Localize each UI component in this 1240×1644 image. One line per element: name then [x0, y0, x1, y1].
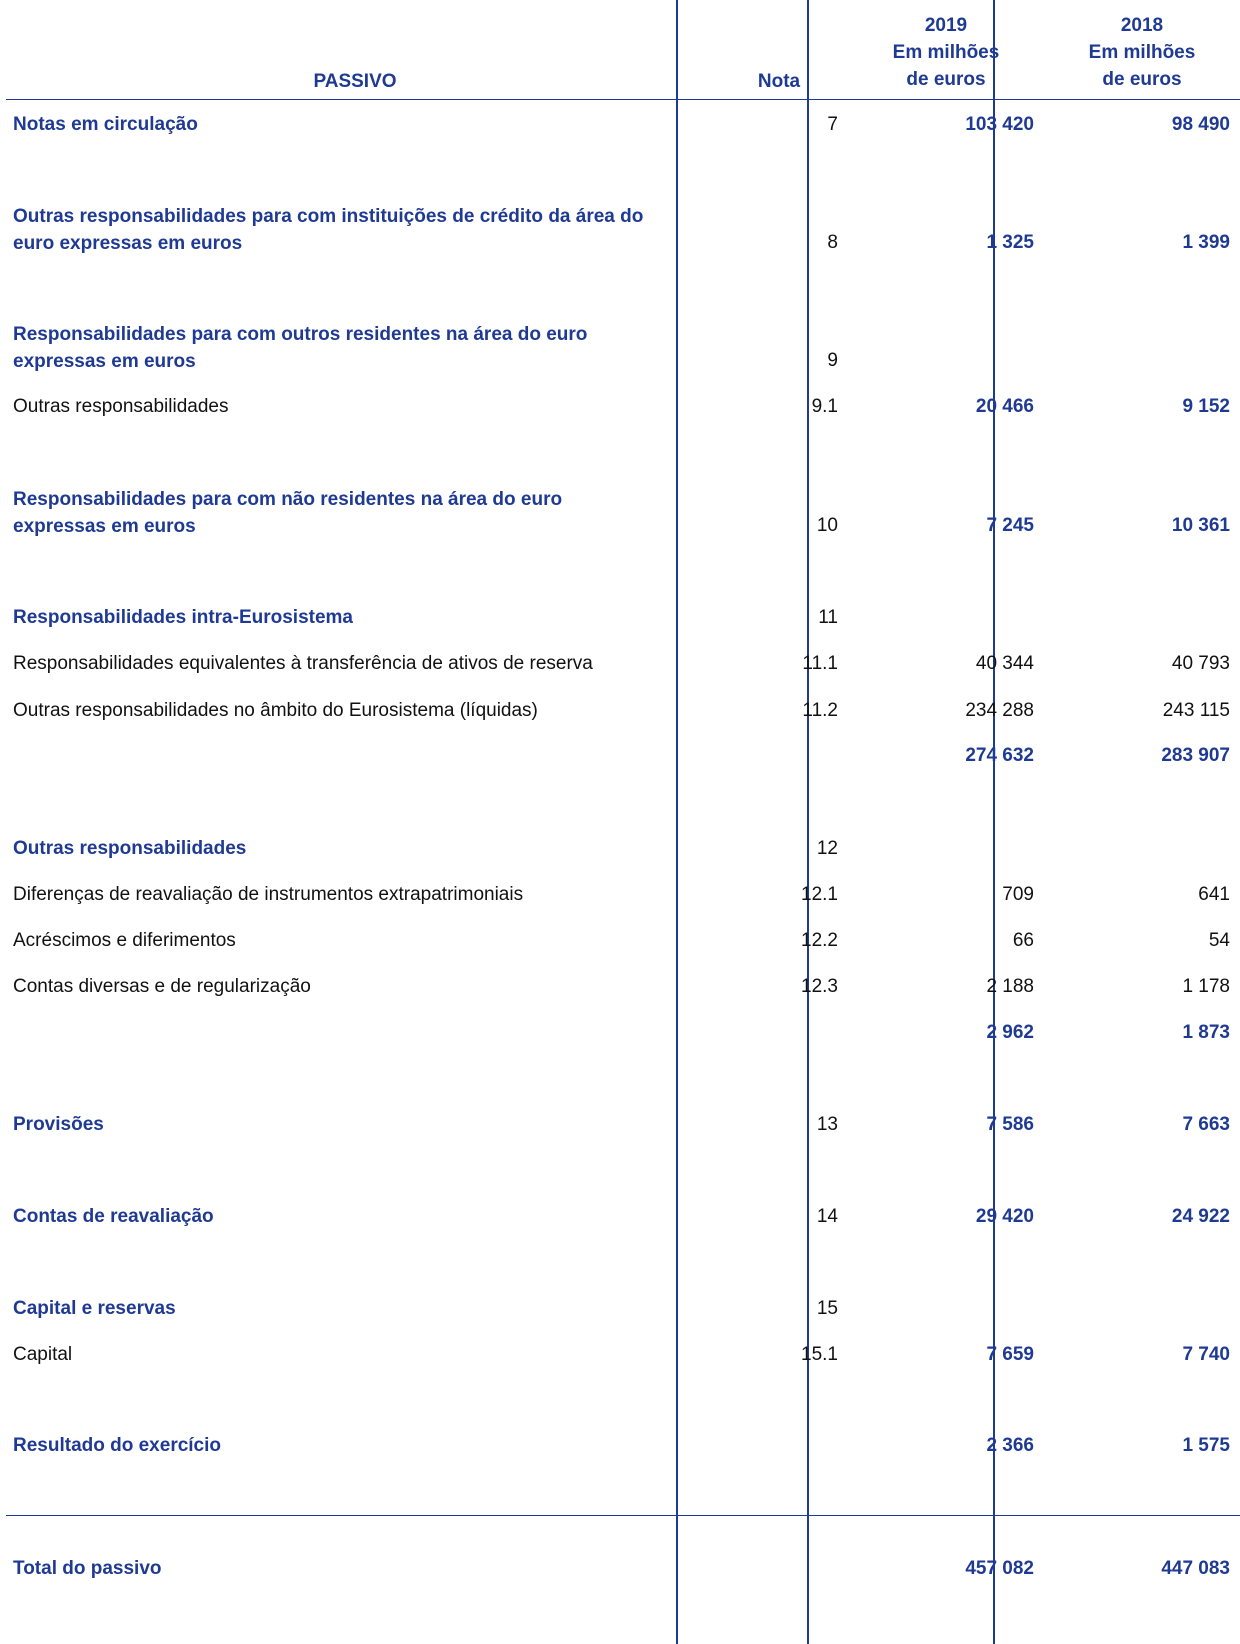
row-label: Responsabilidades equivalentes à transferência de ativos de reserva: [13, 653, 593, 674]
subtotal-value-2019: 274 632: [965, 745, 1034, 766]
row-label: Responsabilidades para com outros residentes na área do euro expressas em euros: [13, 324, 588, 372]
row-note: 9: [827, 350, 838, 371]
row-label: Responsabilidades intra-Eurosistema: [13, 607, 353, 628]
row-label: Contas de reavaliação: [13, 1206, 214, 1227]
row-label: Outras responsabilidades: [13, 396, 229, 417]
row-label: Capital e reservas: [13, 1298, 176, 1319]
row-value-2019: 66: [1012, 930, 1034, 951]
row-value-2018: 243 115: [1162, 700, 1230, 721]
total-rule: [6, 1515, 1240, 1516]
row-note: 12.2: [801, 930, 838, 951]
row-label: Responsabilidades para com não residentes na área do euro expressas em euros: [13, 489, 563, 537]
row-value-2019: 29 420: [975, 1206, 1034, 1227]
row-label: Acréscimos e diferimentos: [13, 930, 236, 951]
header-note: Nota: [757, 71, 801, 92]
row-value-2018: 9 152: [1182, 396, 1230, 417]
header-unit-label: Em milhões de euros: [892, 42, 1000, 90]
total-value-2018: 447 083: [1161, 1558, 1230, 1579]
total-value-2019: 457 082: [965, 1558, 1034, 1579]
row-note: 11.2: [802, 700, 838, 721]
row-note: 11: [818, 607, 838, 628]
row-value-2018: 54: [1208, 930, 1230, 951]
row-note: 12.3: [801, 976, 838, 997]
row-value-2018: 1 575: [1182, 1435, 1230, 1456]
column-divider-label: [676, 0, 678, 1644]
row-note: 13: [816, 1114, 838, 1135]
header-year-label: 2018: [1120, 15, 1164, 36]
row-note: 15: [816, 1298, 838, 1319]
header-unit-label: Em milhões de euros: [1088, 42, 1196, 90]
row-value-2019: 709: [1002, 884, 1034, 905]
row-label: Resultado do exercício: [13, 1435, 222, 1456]
row-label: Outras responsabilidades para com instituições de crédito da área do euro expressas em euros: [13, 206, 644, 254]
row-label: Contas diversas e de regularização: [13, 976, 311, 997]
subtotal-value-2018: 283 907: [1161, 745, 1230, 766]
subtotal-value-2019: 2 962: [986, 1022, 1034, 1043]
row-note: 14: [816, 1206, 838, 1227]
row-value-2018: 1 178: [1182, 976, 1230, 997]
row-note: 7: [827, 114, 838, 135]
row-label: Capital: [13, 1344, 73, 1365]
row-note: 15.1: [801, 1344, 838, 1365]
row-value-2019: 7 245: [986, 515, 1034, 536]
row-value-2019: 103 420: [965, 114, 1034, 135]
row-value-2018: 641: [1198, 884, 1230, 905]
row-value-2018: 40 793: [1171, 653, 1230, 674]
row-note: 12: [816, 838, 838, 859]
header-year-2018: [1044, 12, 1240, 93]
row-label: Outras responsabilidades: [13, 838, 247, 859]
row-note: 9.1: [811, 396, 838, 417]
row-value-2019: 40 344: [975, 653, 1034, 674]
row-label: Notas em circulação: [13, 114, 198, 135]
row-value-2018: 1 399: [1182, 232, 1230, 253]
subtotal-value-2018: 1 873: [1182, 1022, 1230, 1043]
row-value-2019: 20 466: [975, 396, 1034, 417]
row-note: 10: [816, 515, 838, 536]
row-value-2018: 7 740: [1182, 1344, 1230, 1365]
row-note: 11.1: [802, 653, 838, 674]
row-value-2018: 98 490: [1171, 114, 1230, 135]
row-value-2018: 10 361: [1171, 515, 1230, 536]
total-label: Total do passivo: [13, 1558, 162, 1579]
row-value-2019: 234 288: [965, 700, 1034, 721]
row-label: Diferenças de reavaliação de instrumentos extrapatrimoniais: [13, 884, 524, 905]
row-value-2019: 2 188: [986, 976, 1034, 997]
row-value-2019: 7 586: [986, 1114, 1034, 1135]
row-value-2019: 7 659: [986, 1344, 1034, 1365]
row-label: Outras responsabilidades no âmbito do Eurosistema (líquidas): [13, 700, 538, 721]
row-value-2018: 7 663: [1182, 1114, 1230, 1135]
row-note: 8: [827, 232, 838, 253]
header-passivo: PASSIVO: [313, 71, 397, 92]
row-label: Provisões: [13, 1114, 104, 1135]
row-value-2019: 2 366: [986, 1435, 1034, 1456]
row-value-2018: 24 922: [1171, 1206, 1230, 1227]
header-year-2019: [848, 12, 1044, 93]
header-rule: [6, 99, 1240, 100]
row-note: 12.1: [801, 884, 838, 905]
row-value-2019: 1 325: [986, 232, 1034, 253]
header-year-label: 2019: [924, 15, 968, 36]
